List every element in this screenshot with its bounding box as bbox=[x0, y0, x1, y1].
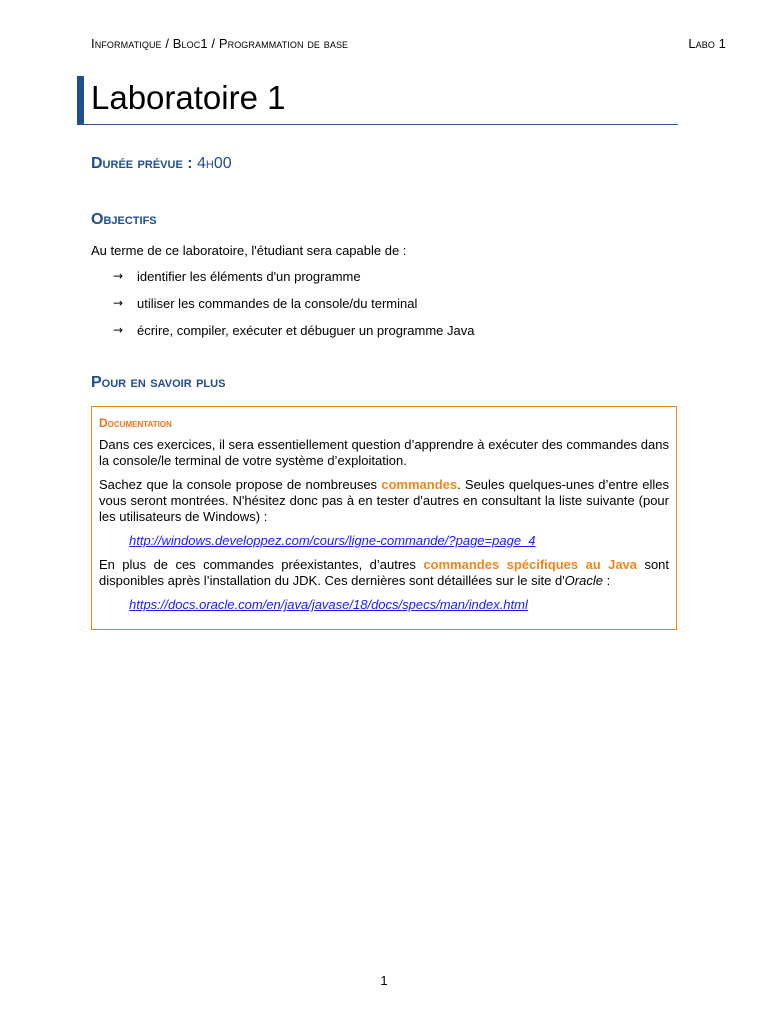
objectives-intro: Au terme de ce laboratoire, l'étudiant sera capable de : bbox=[91, 243, 407, 258]
documentation-paragraph-1: Dans ces exercices, il sera essentiellement question d’apprendre à exécuter des commandes dans la console/le terminal de votre système d’exploitation. bbox=[99, 437, 669, 468]
duration-line bbox=[91, 155, 232, 173]
windows-commands-link[interactable]: http://windows.developpez.com/cours/ligne-commande/?page=page_4 bbox=[129, 533, 536, 548]
page-title: Laboratoire 1 bbox=[91, 79, 286, 116]
documentation-box bbox=[91, 406, 677, 630]
header-lab-label: Labo 1 bbox=[688, 36, 726, 51]
documentation-paragraph-2 bbox=[99, 477, 669, 525]
oracle-docs-link[interactable]: https://docs.oracle.com/en/java/javase/18/docs/specs/man/index.html bbox=[129, 597, 528, 612]
objective-text: utiliser les commandes de la console/du terminal bbox=[137, 296, 418, 311]
objective-text: identifier les éléments d'un programme bbox=[137, 269, 361, 284]
arrow-right-icon: → bbox=[113, 269, 124, 283]
documentation-paragraph-3 bbox=[99, 557, 669, 589]
duration-label: Durée prévue : bbox=[91, 155, 193, 172]
list-item bbox=[113, 323, 474, 350]
objectives-heading: Objectifs bbox=[91, 211, 157, 228]
duration-value: 4h00 bbox=[197, 155, 232, 172]
more-info-heading: Pour en savoir plus bbox=[91, 374, 226, 391]
oracle-name: Oracle bbox=[564, 573, 603, 588]
text-run: En plus de ces commandes préexistantes, d’autres bbox=[99, 557, 424, 572]
text-run: : bbox=[602, 573, 611, 588]
list-item bbox=[113, 296, 474, 323]
objective-text: écrire, compiler, exécuter et débuguer un programme Java bbox=[137, 323, 475, 338]
text-run: sont disponibles après l’installation du JDK. Ces dernières sont détaillées sur le site d' bbox=[99, 557, 670, 588]
documentation-title: Documentation bbox=[99, 416, 172, 430]
highlight-java-commands: commandes spécifiques au Java bbox=[423, 557, 638, 572]
objectives-list bbox=[113, 269, 474, 350]
title-accent-bar bbox=[77, 76, 84, 124]
arrow-right-icon: → bbox=[113, 296, 124, 310]
page-number: 1 bbox=[380, 973, 388, 988]
arrow-right-icon: → bbox=[113, 323, 124, 337]
highlight-commandes: commandes bbox=[381, 477, 458, 492]
title-block bbox=[77, 76, 678, 125]
text-run: Sachez que la console propose de nombreuses bbox=[99, 477, 382, 492]
page-header bbox=[91, 36, 726, 51]
header-breadcrumb: Informatique / Bloc1 / Programmation de base bbox=[91, 36, 349, 51]
text-run: . Seules quelques-unes d’entre elles vous seront montrées. N'hésitez donc pas à en tester d'autres en consultant la liste suivante (pour les utilisateurs de Windows) : bbox=[99, 477, 669, 524]
list-item bbox=[113, 269, 474, 296]
